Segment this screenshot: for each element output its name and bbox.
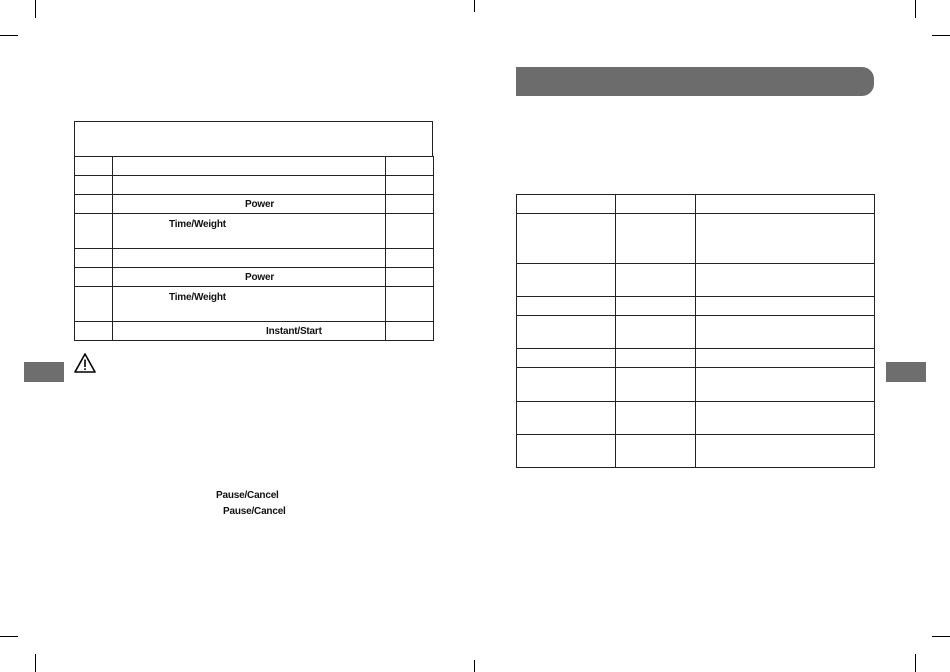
table-row <box>75 322 434 341</box>
cooking-steps-table <box>74 156 434 341</box>
pause-cancel-keyword: Pause/Cancel <box>216 490 279 501</box>
section-header-banner <box>516 67 874 96</box>
table-row <box>75 176 434 195</box>
action-cell <box>113 287 386 322</box>
table-cell <box>616 214 696 264</box>
table-cell <box>696 316 875 349</box>
table-cell <box>616 264 696 297</box>
step-cell <box>75 195 113 214</box>
crop-mark <box>932 636 950 637</box>
table-row <box>75 157 434 176</box>
action-cell <box>113 157 386 176</box>
table-cell <box>696 297 875 316</box>
display-cell <box>386 176 434 195</box>
step-cell <box>75 322 113 341</box>
crop-mark <box>474 0 475 12</box>
table-row <box>517 368 875 402</box>
table-cell <box>696 402 875 435</box>
table-row <box>517 195 875 214</box>
pause-cancel-keyword: Pause/Cancel <box>223 506 286 517</box>
step-cell <box>75 176 113 195</box>
table-row <box>75 268 434 287</box>
display-cell <box>386 287 434 322</box>
power-keyword: Power <box>245 272 275 283</box>
step-cell <box>75 157 113 176</box>
power-keyword: Power <box>245 199 275 210</box>
crop-mark <box>0 636 18 637</box>
action-cell <box>113 268 386 287</box>
action-cell <box>113 176 386 195</box>
display-cell <box>386 249 434 268</box>
table-cell <box>517 214 616 264</box>
reference-table <box>516 194 875 468</box>
action-cell <box>113 249 386 268</box>
left-table-header-box <box>74 121 433 156</box>
instant-start-keyword: Instant/Start <box>266 326 322 337</box>
table-cell <box>616 316 696 349</box>
crop-mark <box>0 35 18 36</box>
crop-mark <box>915 0 916 18</box>
time-weight-keyword: Time/Weight <box>169 219 226 230</box>
table-row <box>517 297 875 316</box>
crop-mark <box>35 654 36 672</box>
table-cell <box>696 264 875 297</box>
table-cell <box>616 349 696 368</box>
table-cell <box>616 435 696 468</box>
time-weight-keyword: Time/Weight <box>169 292 226 303</box>
action-cell <box>113 322 386 341</box>
step-cell <box>75 249 113 268</box>
table-row <box>517 264 875 297</box>
table-row <box>517 402 875 435</box>
table-cell <box>696 368 875 402</box>
table-row <box>75 214 434 249</box>
step-cell <box>75 214 113 249</box>
table-cell <box>696 195 875 214</box>
action-cell <box>113 195 386 214</box>
action-cell <box>113 214 386 249</box>
language-side-tab <box>24 362 64 382</box>
table-cell <box>696 349 875 368</box>
table-row <box>75 195 434 214</box>
display-cell <box>386 268 434 287</box>
table-cell <box>696 435 875 468</box>
table-cell <box>517 349 616 368</box>
table-row <box>75 249 434 268</box>
table-row <box>517 316 875 349</box>
display-cell <box>386 195 434 214</box>
crop-mark <box>35 0 36 18</box>
table-cell <box>616 368 696 402</box>
crop-mark <box>932 35 950 36</box>
table-cell <box>517 435 616 468</box>
table-cell <box>517 264 616 297</box>
table-cell <box>517 368 616 402</box>
step-cell <box>75 287 113 322</box>
crop-mark <box>915 654 916 672</box>
display-cell <box>386 157 434 176</box>
table-cell <box>517 402 616 435</box>
crop-mark <box>474 660 475 672</box>
table-row <box>517 214 875 264</box>
table-row <box>75 287 434 322</box>
display-cell <box>386 214 434 249</box>
table-cell <box>517 297 616 316</box>
table-row <box>517 349 875 368</box>
table-cell <box>616 402 696 435</box>
table-cell <box>517 316 616 349</box>
step-cell <box>75 268 113 287</box>
display-cell <box>386 322 434 341</box>
warning-triangle-icon <box>74 353 96 373</box>
table-cell <box>696 214 875 264</box>
table-cell <box>517 195 616 214</box>
table-cell <box>616 195 696 214</box>
table-row <box>517 435 875 468</box>
language-side-tab <box>886 362 926 382</box>
table-cell <box>616 297 696 316</box>
